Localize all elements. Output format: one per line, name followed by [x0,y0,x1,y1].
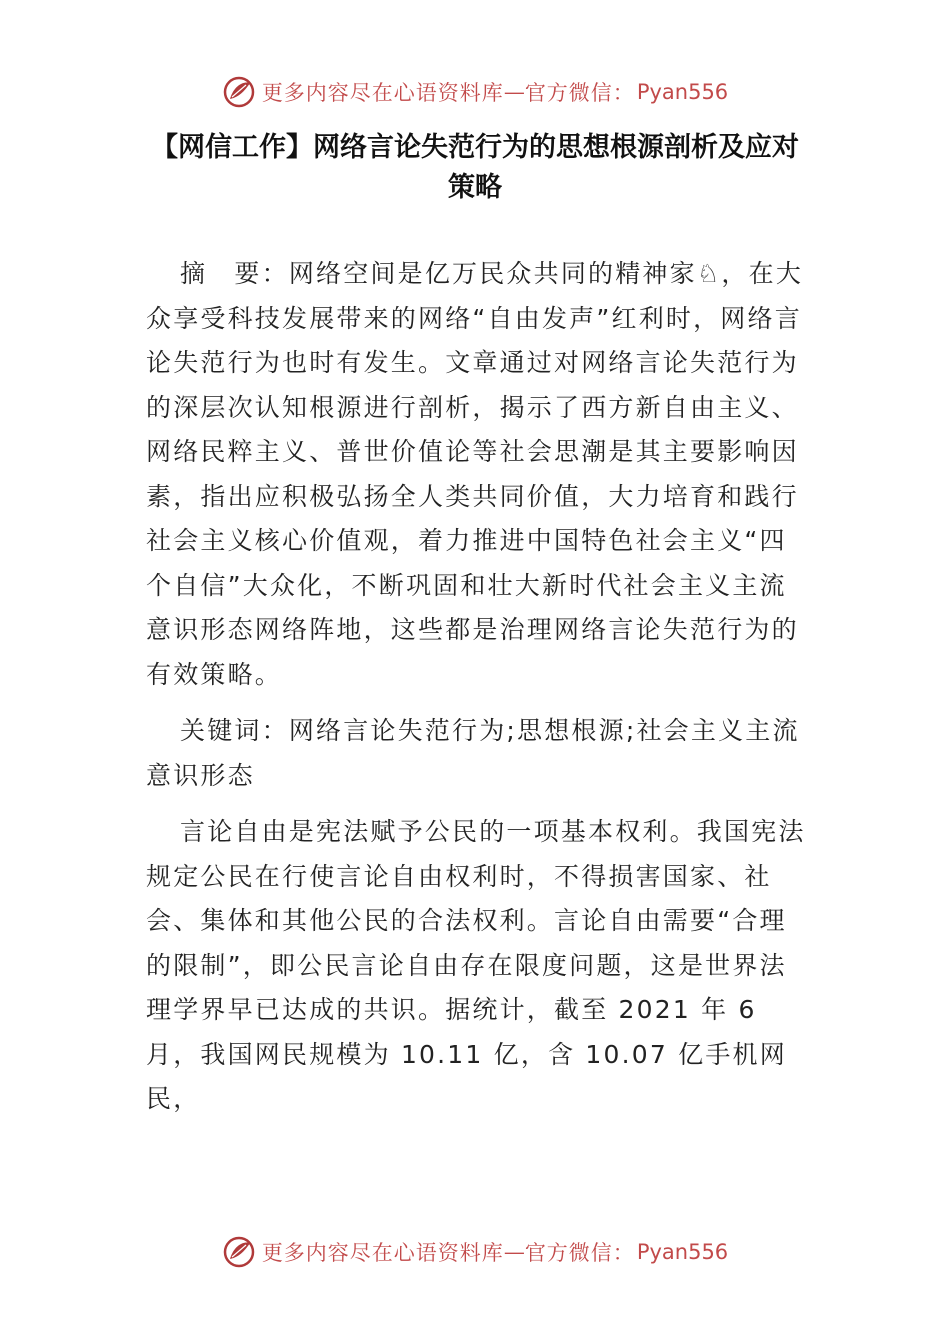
keywords-label: 关键词： [180,716,289,745]
header-banner [0,72,950,112]
footer-banner-label: 官方微信： [524,1241,635,1265]
footer-banner-code: Pyan556 [636,1240,729,1264]
banner-separator: — [503,80,525,104]
keywords-paragraph [146,709,808,798]
leaf-logo-icon [222,1235,256,1269]
footer-banner-separator: — [503,1240,525,1264]
banner-label: 官方微信： [524,81,635,105]
abstract-text: 网络空间是亿万民众共同的精神家♘，在大众享受科技发展带来的网络“自由发声”红利时，网络言论失范行为也时有发生。文章通过对网络言论失范行为的深层次认知根源进行剖析，揭示了西方新自由主义、网络民粹主义、普世价值论等社会思潮是其主要影响因素，指出应积极弘扬全人类共同价值，大力培育和践行社会主义核心价值观，着力推进中国特色社会主义“四个自信”大众化，不断巩固和壮大新时代社会主义主流意识形态网络阵地，这些都是治理网络言论失范行为的有效策略。 [146,259,804,689]
body-paragraph-1: 言论自由是宪法赋予公民的一项基本权利。我国宪法规定公民在行使言论自由权利时，不得损害国家、社会、集体和其他公民的合法权利。言论自由需要“合理的限制”，即公民言论自由存在限度问题，这是世界法理学界早已达成的共识。据统计，截至 2021 年 6 月，我国网民规模为 10.11 亿，含 10.07 亿手机网民， [146,817,806,1113]
footer-banner-text: 更多内容尽在心语资料库 [261,1241,504,1265]
title-line-1: 【网信工作】网络言论失范行为的思想根源剖析及应对 [151,132,799,163]
keywords-text: 网络言论失范行为;思想根源;社会主义主流意识形态 [146,716,800,790]
leaf-logo-icon [222,75,256,109]
document-body [146,252,808,1122]
title-line-2: 策略 [448,172,502,203]
abstract-label: 摘 要： [180,259,289,288]
banner-code: Pyan556 [636,80,729,104]
footer-banner [0,1232,950,1272]
page-title [140,128,810,208]
abstract-paragraph [146,252,808,697]
banner-text: 更多内容尽在心语资料库 [261,81,504,105]
